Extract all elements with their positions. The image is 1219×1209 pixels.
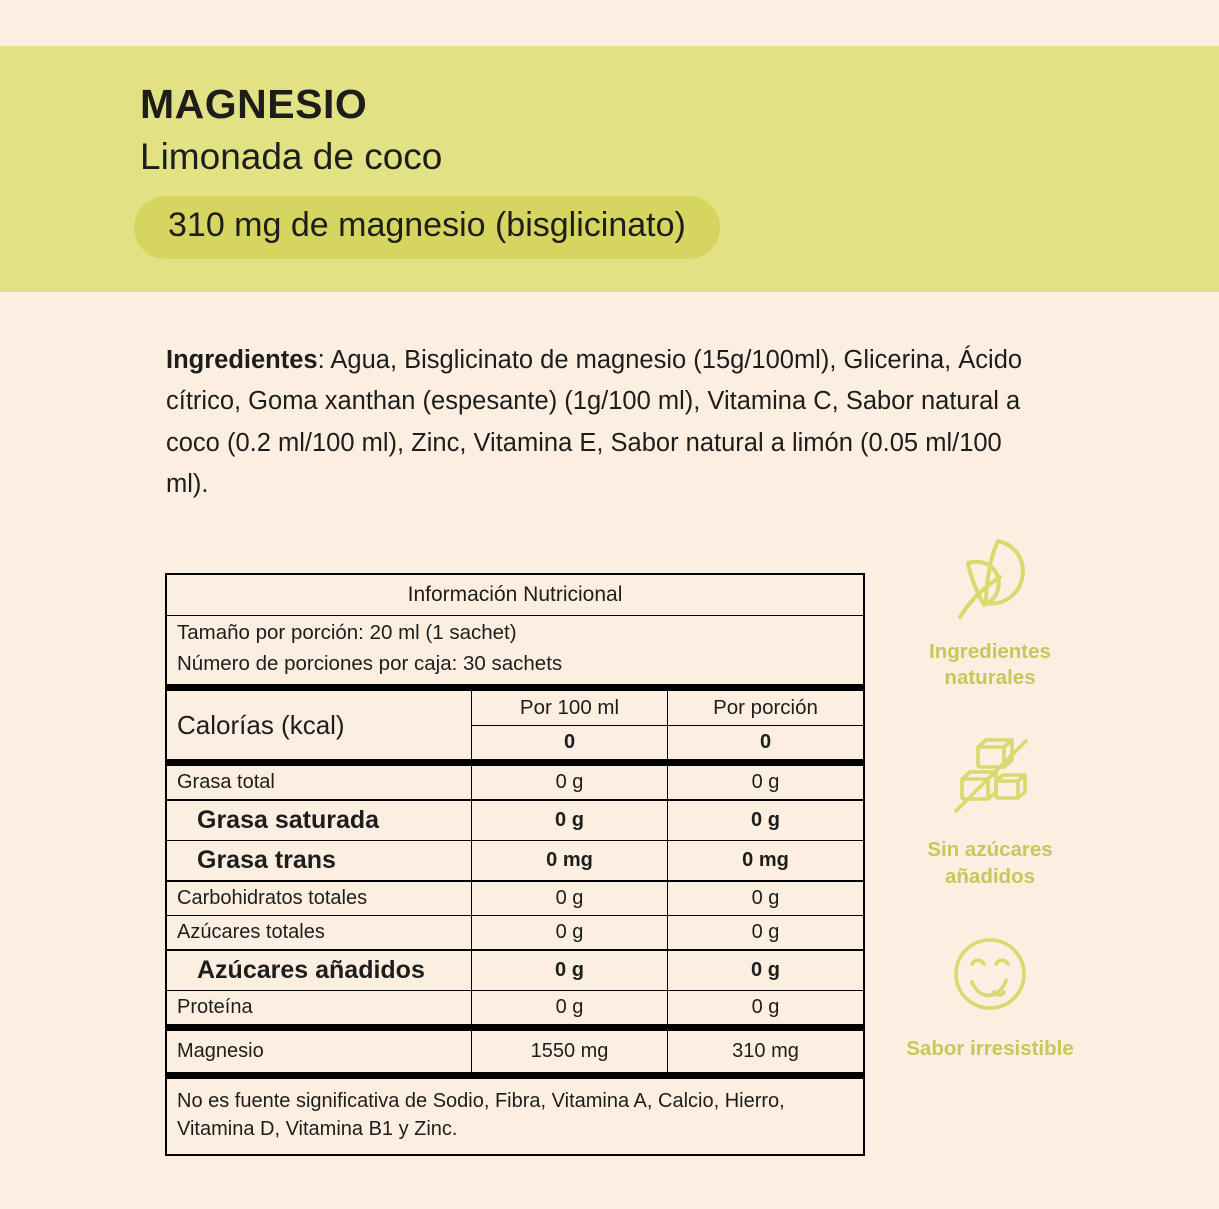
row-label-grasa-trans: Grasa trans bbox=[197, 846, 336, 874]
nutrition-footnote: No es fuente significativa de Sodio, Fibra, Vitamina A, Calcio, Hierro, Vitamina D, Vitamina B1 y Zinc. bbox=[177, 1090, 785, 1141]
row-label-magnesio: Magnesio bbox=[177, 1040, 264, 1062]
divider bbox=[167, 684, 863, 691]
nutrition-table bbox=[167, 575, 863, 1154]
benefit-item-irresistible-taste bbox=[900, 922, 1080, 1062]
table-row bbox=[167, 951, 863, 990]
table-row bbox=[167, 882, 863, 915]
row-value-proteina-per-portion: 0 g bbox=[668, 991, 864, 1024]
serving-size: Tamaño por porción: 20 ml (1 sachet) bbox=[177, 621, 517, 644]
row-value-grasa-saturada-per-portion: 0 g bbox=[668, 801, 864, 840]
row-value-magnesio-per-portion: 310 mg bbox=[668, 1031, 864, 1072]
benefit-item-natural-ingredients bbox=[900, 525, 1080, 691]
benefit-caption: Sin azúcares añadidos bbox=[927, 838, 1053, 888]
row-label-grasa-total: Grasa total bbox=[177, 771, 275, 793]
table-row bbox=[167, 1079, 863, 1154]
table-row bbox=[167, 1031, 863, 1072]
table-row bbox=[167, 801, 863, 840]
column-header-per-portion: Por porción bbox=[668, 691, 864, 726]
table-row bbox=[167, 575, 863, 616]
row-label-carbohidratos-totales: Carbohidratos totales bbox=[177, 886, 368, 909]
table-row bbox=[167, 991, 863, 1024]
header-content bbox=[0, 46, 1219, 259]
row-value-carbohidratos-per-portion: 0 g bbox=[668, 882, 864, 915]
ingredients-text: : Agua, Bisglicinato de magnesio (15g/100ml), Glicerina, Ácido cítrico, Goma xanthan (espesante) (1g/100 ml), Vitamina C, Sabor natural a coco (0.2 ml/100 ml), Zinc, Vitamina E, Sabor natural a limón (0.05 ml/100 ml). bbox=[166, 346, 1023, 498]
table-row bbox=[167, 616, 863, 648]
calories-per-portion: 0 bbox=[668, 726, 864, 760]
table-row bbox=[167, 916, 863, 949]
row-value-azucares-totales-per-100ml: 0 g bbox=[472, 916, 668, 949]
divider bbox=[167, 759, 863, 766]
no-sugar-icon bbox=[938, 723, 1042, 827]
table-row bbox=[167, 766, 863, 799]
header-band bbox=[0, 46, 1219, 292]
divider bbox=[167, 1024, 863, 1031]
ingredients-paragraph bbox=[166, 340, 1046, 505]
benefits-column bbox=[900, 525, 1080, 1094]
smiley-taste-icon bbox=[938, 922, 1042, 1026]
row-value-azucares-anadidos-per-100ml: 0 g bbox=[472, 951, 668, 990]
table-row bbox=[167, 647, 863, 684]
row-value-grasa-trans-per-portion: 0 mg bbox=[668, 841, 864, 880]
ingredients-label: Ingredientes bbox=[166, 346, 318, 374]
nutrition-title: Información Nutricional bbox=[167, 575, 863, 616]
row-value-azucares-totales-per-portion: 0 g bbox=[668, 916, 864, 949]
column-header-per-100ml: Por 100 ml bbox=[472, 691, 668, 726]
table-row bbox=[167, 841, 863, 880]
row-label-grasa-saturada: Grasa saturada bbox=[197, 805, 380, 834]
row-value-azucares-anadidos-per-portion: 0 g bbox=[668, 951, 864, 990]
calories-label: Calorías (kcal) bbox=[177, 709, 345, 740]
row-value-proteina-per-100ml: 0 g bbox=[472, 991, 668, 1024]
row-value-carbohidratos-per-100ml: 0 g bbox=[472, 882, 668, 915]
dose-badge: 310 mg de magnesio (bisglicinato) bbox=[134, 196, 720, 258]
calories-per-100ml: 0 bbox=[472, 726, 668, 760]
product-flavor-subtitle: Limonada de coco bbox=[140, 136, 443, 178]
divider bbox=[167, 1072, 863, 1079]
row-value-grasa-saturada-per-100ml: 0 g bbox=[472, 801, 668, 840]
row-label-azucares-totales: Azúcares totales bbox=[177, 921, 325, 943]
page-title: MAGNESIO bbox=[140, 81, 368, 127]
benefit-item-no-added-sugar bbox=[900, 723, 1080, 889]
servings-per-box: Número de porciones por caja: 30 sachets bbox=[177, 652, 563, 675]
row-label-azucares-anadidos: Azúcares añadidos bbox=[197, 955, 425, 984]
leaf-icon bbox=[938, 525, 1042, 629]
row-label-proteina: Proteína bbox=[177, 996, 253, 1018]
row-value-grasa-total-per-100ml: 0 g bbox=[472, 766, 668, 799]
row-value-grasa-total-per-portion: 0 g bbox=[668, 766, 864, 799]
row-value-magnesio-per-100ml: 1550 mg bbox=[472, 1031, 668, 1072]
table-row bbox=[167, 691, 863, 726]
nutrition-facts-panel bbox=[165, 573, 865, 1156]
benefit-caption: Sabor irresistible bbox=[906, 1036, 1074, 1060]
benefit-caption: Ingredientes naturales bbox=[929, 640, 1051, 690]
row-value-grasa-trans-per-100ml: 0 mg bbox=[472, 841, 668, 880]
